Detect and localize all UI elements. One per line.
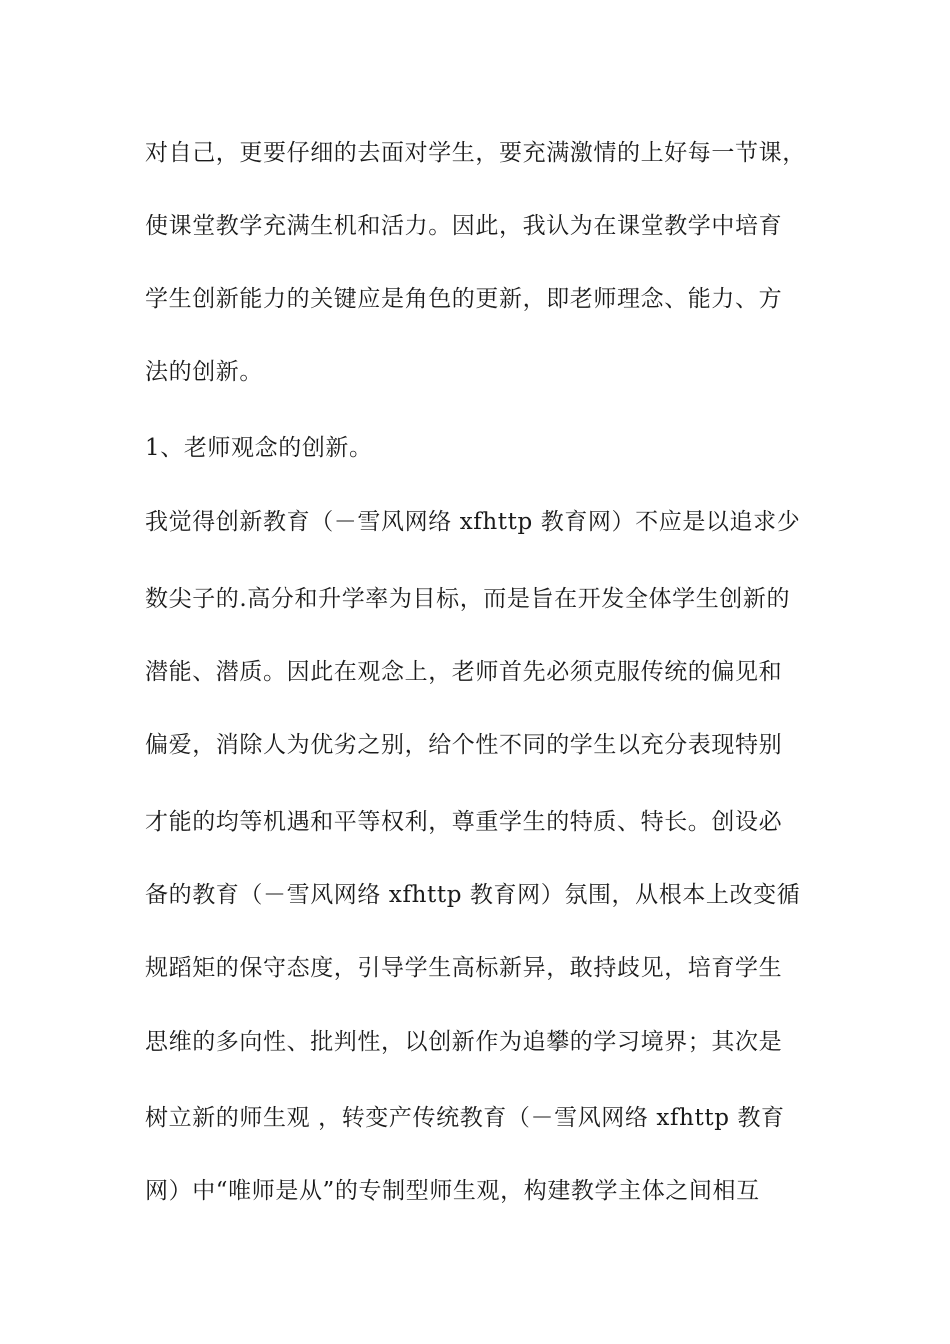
text-line: 树立新的师生观 ，转变产传统教育（－雪风网络 xfhttp 教育 <box>145 1105 785 1131</box>
text-line: 偏爱，消除人为优劣之别，给个性不同的学生以充分表现特别 <box>145 732 783 758</box>
text-line: 学生创新能力的关键应是角色的更新，即老师理念、能力、方 <box>145 286 783 312</box>
text-line: 才能的均等机遇和平等权利，尊重学生的特质、特长。创设必 <box>145 809 783 835</box>
text-line: 潜能、潜质。因此在观念上，老师首先必须克服传统的偏见和 <box>145 659 783 685</box>
text-line: 数尖子的.高分和升学率为目标，而是旨在开发全体学生创新的 <box>145 586 791 612</box>
text-line: 规蹈矩的保守态度，引导学生高标新异，敢持歧见，培育学生 <box>145 955 783 981</box>
text-line: 思维的多向性、批判性，以创新作为追攀的学习境界；其次是 <box>145 1029 783 1055</box>
text-line: 网）中“唯师是从”的专制型师生观，构建教学主体之间相互 <box>145 1178 760 1204</box>
text-line: 我觉得创新教育（－雪风网络 xfhttp 教育网）不应是以追求少 <box>145 509 801 535</box>
text-line: 使课堂教学充满生机和活力。因此，我认为在课堂教学中培育 <box>145 213 783 239</box>
text-line: 法的创新。 <box>145 359 263 385</box>
section-heading: 1、老师观念的创新。 <box>145 435 373 461</box>
text-line: 备的教育（－雪风网络 xfhttp 教育网）氛围，从根本上改变循 <box>145 882 801 908</box>
text-line: 对自己，更要仔细的去面对学生，要充满激情的上好每一节课， <box>145 140 806 166</box>
